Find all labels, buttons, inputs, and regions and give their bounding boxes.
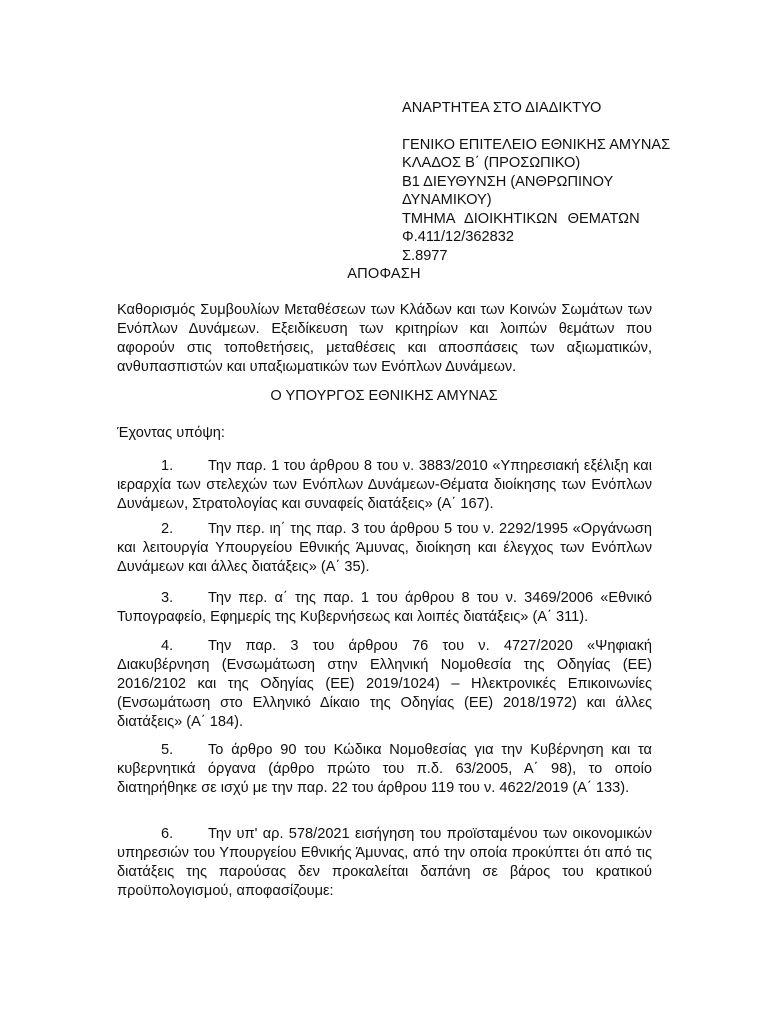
document-header xyxy=(402,99,702,265)
legal-basis-clause-3 xyxy=(117,589,652,627)
clause-text: Την περ. ιη΄ της παρ. 3 του άρθρου 5 του ν. 2292/1995 «Οργάνωση και λειτουργία Υπουργείου Εθνικής Άμυνας, διοίκηση και έλεγχος των Ενόπλων Δυνάμεων και άλλες διατάξεις» (Α΄ 35). xyxy=(117,521,652,575)
issuing-authority: Ο ΥΠΟΥΡΓΟΣ ΕΘΝΙΚΗΣ ΑΜΥΝΑΣ xyxy=(270,388,498,404)
preamble-heading: Έχοντας υπόψη: xyxy=(117,425,225,441)
protocol-number: Σ.8977 xyxy=(402,247,448,264)
clause-number: 1. xyxy=(161,458,174,474)
clause-number: 3. xyxy=(161,590,174,606)
legal-basis-clause-6 xyxy=(117,825,652,901)
clause-text: Την περ. α΄ της παρ. 1 του άρθρου 8 του ν. 3469/2006 «Εθνικό Τυπογραφείο, Εφημερίς της Κυβερνήσεως και λοιπές διατάξεις» (Α΄ 311). xyxy=(117,590,652,625)
header-line-directorate: Β1 ΔΙΕΥΘΥΝΣΗ (ΑΝΘΡΩΠΙΝΟΥ xyxy=(402,173,614,190)
clause-number: 2. xyxy=(161,521,174,537)
legal-basis-clause-4 xyxy=(117,637,652,732)
legal-basis-clause-2 xyxy=(117,520,652,577)
header-line-general-staff: ΓΕΝΙΚΟ ΕΠΙΤΕΛΕΙΟ ΕΘΝΙΚΗΣ ΑΜΥΝΑΣ xyxy=(402,136,671,153)
decision-subject: Καθορισμός Συμβουλίων Μεταθέσεων των Κλάδων και των Κοινών Σωμάτων των Ενόπλων Δυνάμεων. Εξειδίκευση των κριτηρίων και λοιπών θεμάτων που αφορούν στις τοποθετήσεις, μεταθέσεις και αποσπάσεις των αξιωματικών, ανθυπασπιστών και υπαξιωματικών των Ενόπλων Δυνάμεων. xyxy=(117,302,652,375)
legal-basis-clause-1 xyxy=(117,457,652,514)
web-posting-notice: ΑΝΑΡΤΗΤΕΑ ΣΤΟ ΔΙΑΔΙΚΤΥΟ xyxy=(402,100,602,116)
clause-text: Την παρ. 1 του άρθρου 8 του ν. 3883/2010 «Υπηρεσιακή εξέλιξη και ιεραρχία των στελεχών των Ενόπλων Δυνάμεων-Θέματα διοίκησης των Ενόπλων Δυνάμεων, Στρατολογίας και συναφείς διατάξεις» (Α΄ 167). xyxy=(117,458,652,512)
file-reference-number: Φ.411/12/362832 xyxy=(402,229,515,245)
clause-text: Την υπ' αρ. 578/2021 εισήγηση του προϊσταμένου των οικονομικών υπηρεσιών του Υπουργείου Εθνικής Άμυνας, από την οποία προκύπτει ότι από τις διατάξεις της παρούσας δεν προκαλείται δαπάνη σε βάρος του κρατικού προϋπολογισμού, αποφασίζουμε: xyxy=(117,826,652,899)
legal-basis-clause-5 xyxy=(117,741,652,798)
header-line-section: ΤΜΗΜΑ ΔΙΟΙΚΗΤΙΚΩΝ ΘΕΜΑΤΩΝ xyxy=(402,210,640,227)
clause-text: Την παρ. 3 του άρθρου 76 του ν. 4727/2020 «Ψηφιακή Διακυβέρνηση (Ενσωμάτωση στην Ελληνική Νομοθεσία της Οδηγίας (ΕΕ) 2016/2102 και της Οδηγίας (ΕΕ) 2019/1024) – Ηλεκτρονικές Επικοινωνίες (Ενσωμάτωση στο Ελληνικό Δίκαιο της Οδηγίας (ΕΕ) 2018/1972) και άλλες διατάξεις» (Α΄ 184). xyxy=(117,638,652,730)
header-line-branch: ΚΛΑΔΟΣ Β΄ (ΠΡΟΣΩΠΙΚΟ) xyxy=(402,155,581,171)
clause-number: 5. xyxy=(161,742,174,758)
document-title: ΑΠΟΦΑΣΗ xyxy=(347,266,421,282)
clause-text: Το άρθρο 90 του Κώδικα Νομοθεσίας για την Κυβέρνηση και τα κυβερνητικά όργανα (άρθρο πρώτο του π.δ. 63/2005, Α΄ 98), το οποίο διατηρήθηκε σε ισχύ με την παρ. 22 του άρθρου 119 του ν. 4622/2019 (Α΄ 133). xyxy=(117,742,652,796)
header-line-directorate-cont: ΔΥΝΑΜΙΚΟΥ) xyxy=(402,192,492,208)
clause-number: 6. xyxy=(161,826,174,842)
clause-number: 4. xyxy=(161,638,174,654)
